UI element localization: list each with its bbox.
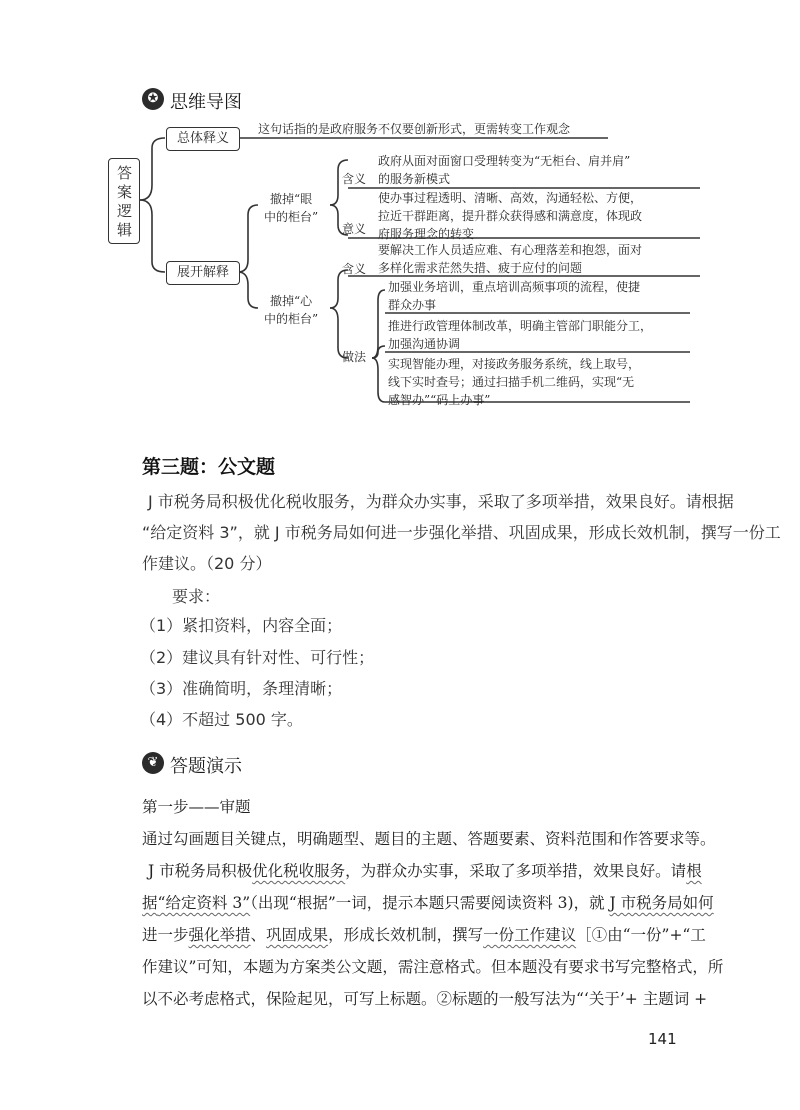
heart-meaning-label: 含义 bbox=[342, 262, 367, 276]
eye-meaning2-line3: 府服务理念的转变 bbox=[378, 227, 475, 241]
heart-label-line1: 撤掉“心 bbox=[270, 294, 313, 308]
star-circle-icon: ✪ bbox=[142, 88, 164, 110]
eye-meaning1-text bbox=[378, 152, 630, 188]
mindmap-root-box bbox=[108, 158, 140, 244]
demo-paragraph-2 bbox=[148, 859, 702, 881]
heart-method1-line1: 加强业务培训，重点培训高频事项的流程，使捷 bbox=[388, 280, 641, 294]
p4-highlight-consolidate: 巩固成果 bbox=[266, 926, 329, 944]
eye-label-line2: 中的柜台” bbox=[264, 210, 319, 224]
eye-meaning2-text bbox=[378, 189, 642, 243]
heart-method3-text bbox=[388, 355, 640, 409]
p4-part-g: ［①由“一份”+“工 bbox=[576, 926, 706, 944]
p4-part-a: 进一步 bbox=[142, 926, 189, 944]
p4-highlight-suggestion: 一份工作建议 bbox=[483, 926, 577, 944]
p3-highlight-material: “给定资料 3” bbox=[157, 894, 251, 912]
eye-meaning2-line1: 使办事过程透明、清晰、高效，沟通轻松、方便， bbox=[378, 191, 643, 205]
page-number: 141 bbox=[648, 1030, 677, 1048]
p2-part-c: ，为群众办实事，采取了多项举措，效果良好。请 bbox=[345, 862, 687, 880]
question-line1: J 市税务局积极优化税收服务，为群众办实事，采取了多项举措，效果良好。请根据 bbox=[148, 492, 734, 511]
overall-text: 这句话指的是政府服务不仅要创新形式，更需转变工作观念 bbox=[258, 122, 571, 136]
eye-counter-label bbox=[264, 190, 318, 226]
heart-method3-line2: 线下实时查号；通过扫描手机二维码，实现“无 bbox=[388, 375, 635, 389]
expand-label: 展开解释 bbox=[176, 265, 229, 280]
heart-counter-label bbox=[264, 292, 318, 328]
overall-label: 总体释义 bbox=[176, 131, 229, 146]
heart-method3-line1: 实现智能办理，对接政务服务系统，线上取号， bbox=[388, 357, 641, 371]
question-line2: “给定资料 3”，就 J 市税务局如何进一步强化举措、巩固成果，形成长效机制，撰写一份工 bbox=[142, 523, 781, 542]
mindmap-section-title: 思维导图 bbox=[170, 92, 242, 113]
eye-meaning1-line2: 的服务新模式 bbox=[378, 172, 451, 186]
heart-meaning-line1: 要解决工作人员适应难、有心理落差和抱怨，面对 bbox=[378, 243, 643, 257]
overall-box bbox=[166, 127, 240, 151]
mindmap-root-label: 答案逻辑 bbox=[115, 165, 133, 241]
demo-section-title: 答题演示 bbox=[170, 756, 242, 777]
eye-meaning2-line2: 拉近干群距离，提升群众获得感和满意度，体现政 bbox=[378, 209, 643, 223]
question-line3: 作建议。（20 分） bbox=[142, 554, 272, 573]
eye-meaning1-line1: 政府从面对面窗口受理转变为“无柜台、肩并肩” bbox=[378, 154, 631, 168]
heart-method-label: 做法 bbox=[342, 350, 367, 364]
p2-part-a: J 市税务局积极 bbox=[148, 862, 253, 880]
demo-paragraph-1: 通过勾画题目关键点，明确题型、题目的主题、答题要素、资料范围和作答要求等。 bbox=[142, 830, 716, 848]
question-title: 第三题：公文题 bbox=[142, 456, 276, 478]
requirement-3: （3）准确简明，条理清晰； bbox=[140, 679, 343, 698]
heart-meaning-line2: 多样化需求茫然失措、疲于应付的问题 bbox=[378, 261, 583, 275]
step-title: 第一步——审题 bbox=[142, 798, 251, 816]
heart-method2-text bbox=[388, 317, 652, 353]
demo-paragraph-6: 以不必考虑格式，保险起见，可写上标题。②标题的一般写法为“‘关于’+ 主题词 + bbox=[142, 990, 708, 1008]
heart-method1-line2: 群众办事 bbox=[388, 298, 437, 312]
expand-box bbox=[166, 261, 240, 285]
heart-method2-line1: 推进行政管理体制改革，明确主管部门职能分工， bbox=[388, 319, 653, 333]
eye-label-line1: 撤掉“眼 bbox=[270, 192, 313, 206]
p4-part-e: ，形成长效机制，撰写 bbox=[328, 926, 484, 944]
p2-highlight-gen: 根 bbox=[686, 862, 702, 880]
p2-highlight-service: 优化税收服务 bbox=[252, 862, 346, 880]
demo-paragraph-3 bbox=[142, 891, 714, 913]
p4-part-c: 、 bbox=[250, 926, 267, 944]
requirement-2: （2）建议具有针对性、可行性； bbox=[140, 648, 375, 667]
eye-meaning2-label: 意义 bbox=[342, 222, 367, 236]
p3-highlight-how: J 市税务局如何 bbox=[609, 894, 714, 912]
requirement-1: （1）紧扣资料，内容全面； bbox=[140, 616, 343, 635]
heart-method3-line3: 感智办”“码上办事” bbox=[388, 393, 491, 407]
heart-meaning-text bbox=[378, 241, 642, 277]
heart-method1-text bbox=[388, 278, 640, 314]
p3-highlight-ju: 据 bbox=[142, 894, 158, 912]
heart-method2-line2: 加强沟通协调 bbox=[388, 337, 461, 351]
heart-label-line2: 中的柜台” bbox=[264, 312, 319, 326]
eye-meaning1-label: 含义 bbox=[342, 172, 367, 186]
sprout-icon: ❦ bbox=[142, 752, 164, 774]
demo-paragraph-5: 作建议”可知，本题为方案类公文题，需注意格式。但本题没有要求书写完整格式，所 bbox=[142, 958, 724, 976]
p4-highlight-strengthen: 强化举措 bbox=[188, 926, 251, 944]
p3-part-c: （出现“根据”一词，提示本题只需要阅读资料 3)，就 bbox=[250, 894, 610, 912]
requirements-label: 要求： bbox=[172, 587, 221, 606]
demo-paragraph-4 bbox=[142, 923, 706, 945]
requirement-4: （4）不超过 500 字。 bbox=[140, 710, 303, 729]
